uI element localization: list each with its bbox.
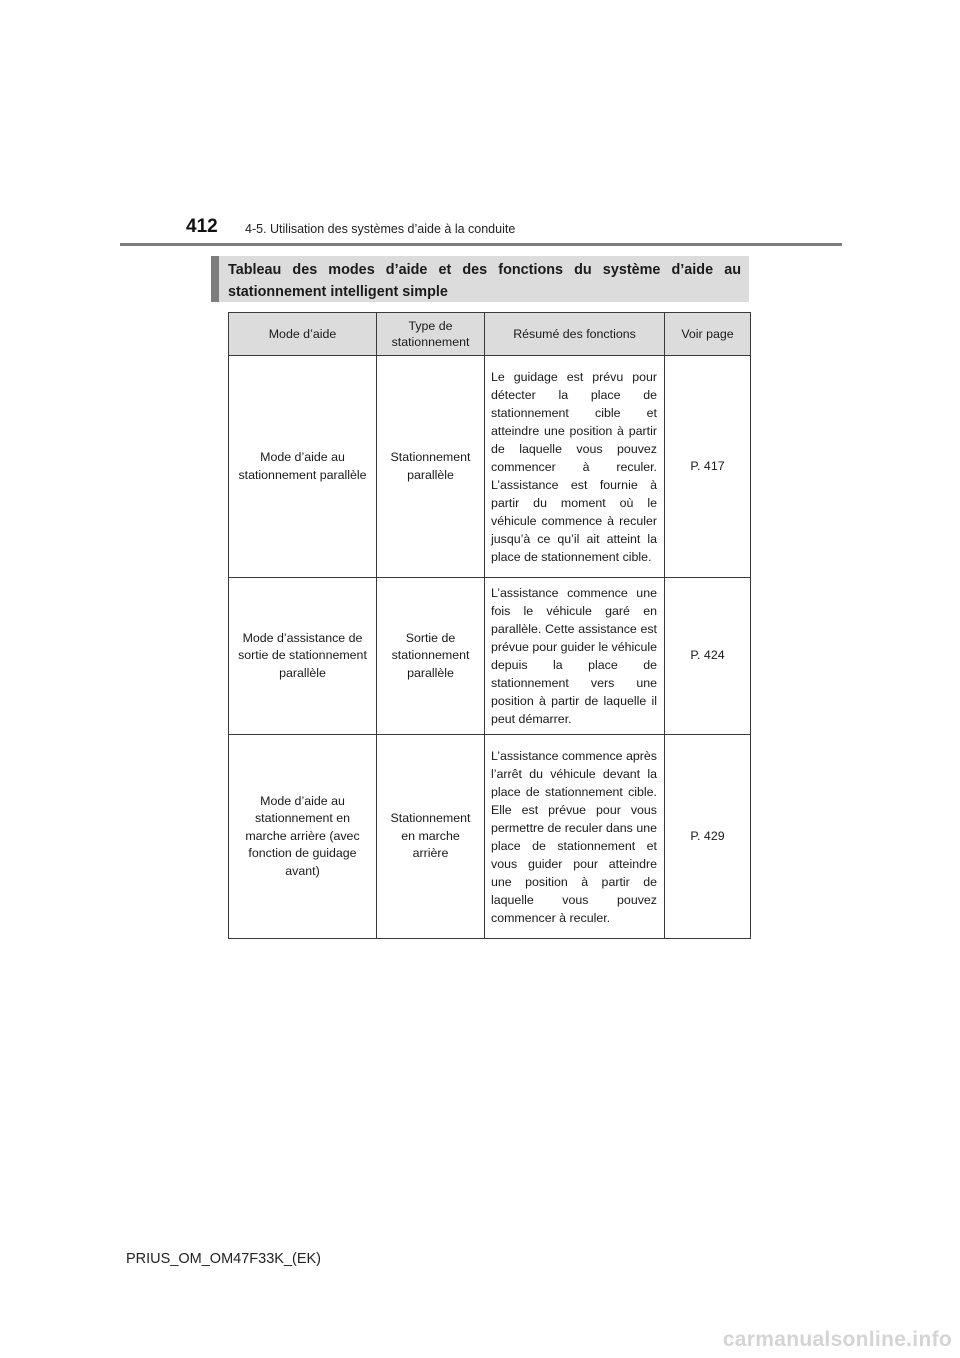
assist-modes-table	[228, 312, 751, 939]
table-header-row	[229, 313, 751, 356]
type-cell: Stationnement en marche arrière	[377, 735, 485, 939]
column-header-page: Voir page	[665, 313, 751, 356]
summary-cell: Le guidage est prévu pour détecter la place de stationnement cible et atteindre une position à partir de laquelle vous pouvez commencer à reculer. L’assistance est fournie à partir du moment où le véhicule commence à reculer jusqu’à ce qu’il ait atteint la place de stationnement cible.	[485, 356, 665, 578]
watermark: carmanualsonline.info	[722, 1328, 952, 1351]
page-ref-cell: P. 417	[665, 356, 751, 578]
mode-cell: Mode d’aide au stationnement en marche arrière (avec fonction de guidage avant)	[229, 735, 377, 939]
column-header-type: Type de stationnement	[377, 313, 485, 356]
summary-cell: L’assistance commence une fois le véhicule garé en parallèle. Cette assistance est prévue pour guider le véhicule depuis la place de stationnement vers une position à partir de laquelle il peut démarrer.	[485, 578, 665, 735]
page-ref-cell: P. 429	[665, 735, 751, 939]
header-rule	[120, 243, 842, 246]
section-heading: Tableau des modes d’aide et des fonctions du système d’aide au stationnement intelligent simple	[211, 256, 749, 302]
column-header-mode: Mode d’aide	[229, 313, 377, 356]
page-number: 412	[186, 216, 218, 237]
page-ref-cell: P. 424	[665, 578, 751, 735]
mode-cell: Mode d’assistance de sortie de stationnement parallèle	[229, 578, 377, 735]
table-row	[229, 356, 751, 578]
running-header: 4-5. Utilisation des systèmes d’aide à la conduite	[245, 222, 516, 236]
type-cell: Stationnement parallèle	[377, 356, 485, 578]
mode-cell: Mode d’aide au stationnement parallèle	[229, 356, 377, 578]
table-row	[229, 578, 751, 735]
column-header-summary: Résumé des fonctions	[485, 313, 665, 356]
type-cell: Sortie de stationnement parallèle	[377, 578, 485, 735]
document-code: PRIUS_OM_OM47F33K_(EK)	[126, 1251, 322, 1267]
table-row	[229, 735, 751, 939]
summary-cell: L’assistance commence après l’arrêt du véhicule devant la place de stationnement cible. Elle est prévue pour vous permettre de reculer dans une place de stationnement et vous guider pour atteindre une position à partir de laquelle vous pouvez commencer à reculer.	[485, 735, 665, 939]
